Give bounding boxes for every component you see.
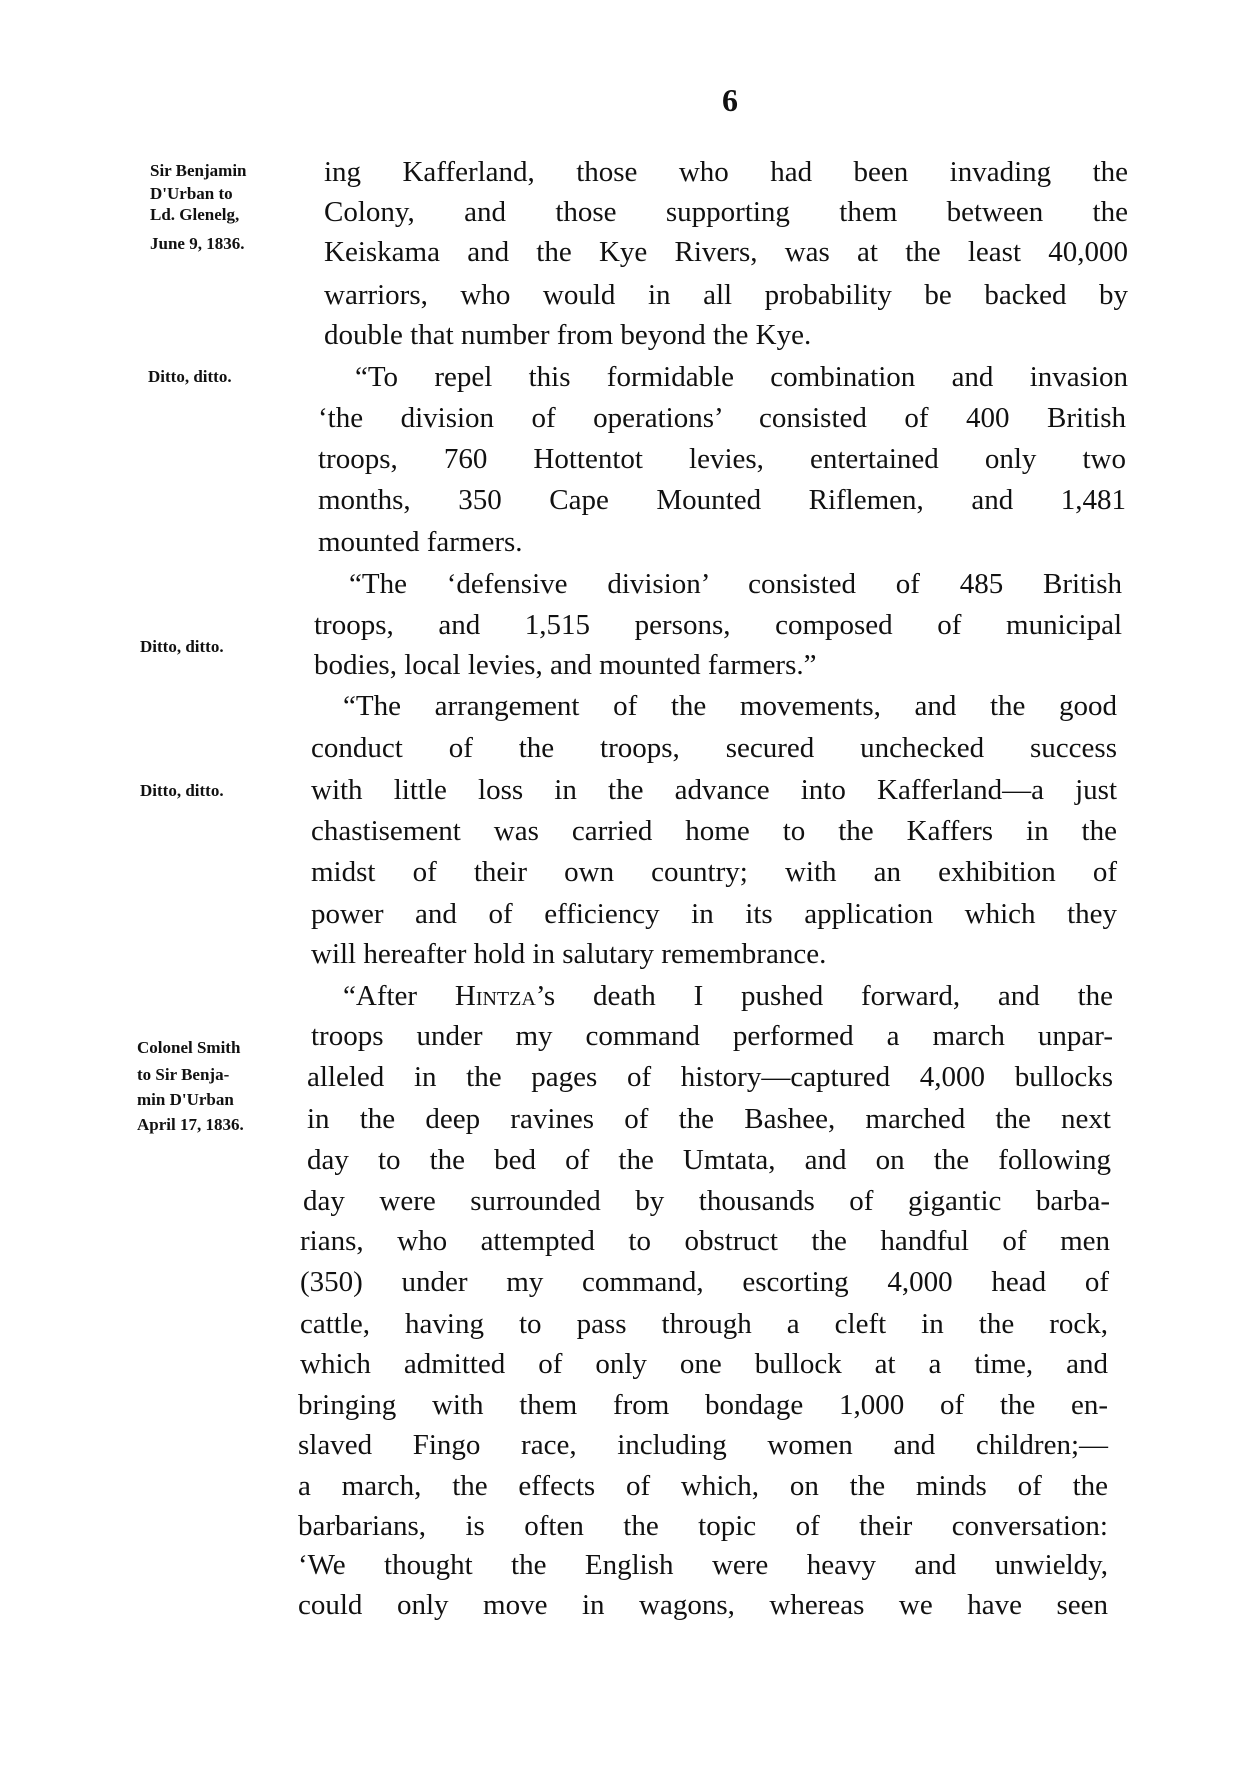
text-line: in the deep ravines of the Bashee, marched the next [307, 1103, 1111, 1135]
text-line: bringing with them from bondage 1,000 of the en- [298, 1389, 1108, 1421]
text-line: power and of efficiency in its application which they [311, 898, 1117, 930]
margin-note-line: Colonel Smith [137, 1038, 241, 1057]
text-line: will hereafter hold in salutary remembrance. [311, 938, 827, 970]
text-line: troops under my command performed a march unpar- [311, 1020, 1113, 1052]
text-line: months, 350 Cape Mounted Riflemen, and 1,481 [318, 484, 1126, 516]
text-line: “The arrangement of the movements, and the good [343, 690, 1117, 722]
text-line: troops, and 1,515 persons, composed of municipal [314, 609, 1122, 641]
text-line: “The ‘defensive division’ consisted of 485 British [349, 568, 1122, 600]
text-line: double that number from beyond the Kye. [324, 319, 812, 351]
text-line: rians, who attempted to obstruct the handful of men [300, 1225, 1110, 1257]
text-line: barbarians, is often the topic of their conversation: [298, 1510, 1108, 1542]
page-number: 6 [722, 82, 738, 118]
text-line: (350) under my command, escorting 4,000 head of [300, 1266, 1109, 1298]
text-fragment: ’s death I pushed forward, and the [535, 980, 1113, 1012]
text-line: bodies, local levies, and mounted farmers.” [314, 649, 817, 681]
text-line: ‘We thought the English were heavy and unwieldy, [298, 1549, 1108, 1581]
margin-note-ditto: Ditto, ditto. [140, 637, 224, 656]
margin-note-line: April 17, 1836. [137, 1115, 244, 1134]
text-line: alleled in the pages of history—captured 4,000 bullocks [307, 1061, 1113, 1093]
text-line: chastisement was carried home to the Kaffers in the [311, 815, 1117, 847]
margin-note-line: Ld. Glenelg, [150, 205, 240, 224]
margin-note-ditto: Ditto, ditto. [148, 367, 232, 386]
text-line: Keiskama and the Kye Rivers, was at the least 40,000 [324, 236, 1128, 268]
text-line: warriors, who would in all probability be backed by [324, 279, 1128, 311]
name-hintza: Hintza [454, 980, 536, 1012]
margin-note-line: min D'Urban [137, 1090, 234, 1109]
text-line: cattle, having to pass through a cleft in the rock, [300, 1308, 1108, 1340]
margin-note-ditto: Ditto, ditto. [140, 781, 224, 800]
text-line: slaved Fingo race, including women and children;— [298, 1429, 1108, 1461]
margin-note-line: D'Urban to [150, 184, 233, 203]
text-line: which admitted of only one bullock at a time, and [300, 1348, 1108, 1380]
text-fragment: “After [343, 980, 455, 1012]
text-line: conduct of the troops, secured unchecked success [311, 732, 1117, 764]
text-line: “To repel this formidable combination and invasion [355, 361, 1128, 393]
text-line: day were surrounded by thousands of gigantic barba- [303, 1185, 1110, 1217]
text-line: with little loss in the advance into Kafferland—a just [311, 774, 1117, 806]
margin-note-line: Sir Benjamin [150, 161, 247, 180]
text-line: a march, the effects of which, on the minds of the [298, 1470, 1108, 1502]
text-line: Colony, and those supporting them between the [324, 196, 1128, 228]
text-line: midst of their own country; with an exhibition of [311, 856, 1117, 888]
text-line: mounted farmers. [318, 526, 523, 558]
margin-note-line: June 9, 1836. [150, 234, 245, 253]
text-line [343, 978, 1113, 1014]
text-line: could only move in wagons, whereas we have seen [298, 1589, 1108, 1621]
text-line: troops, 760 Hottentot levies, entertained only two [318, 443, 1126, 475]
text-line: ing Kafferland, those who had been invading the [324, 156, 1128, 188]
margin-note-line: to Sir Benja- [137, 1065, 230, 1084]
text-line: day to the bed of the Umtata, and on the following [307, 1144, 1111, 1176]
text-line: ‘the division of operations’ consisted of 400 British [318, 402, 1126, 434]
